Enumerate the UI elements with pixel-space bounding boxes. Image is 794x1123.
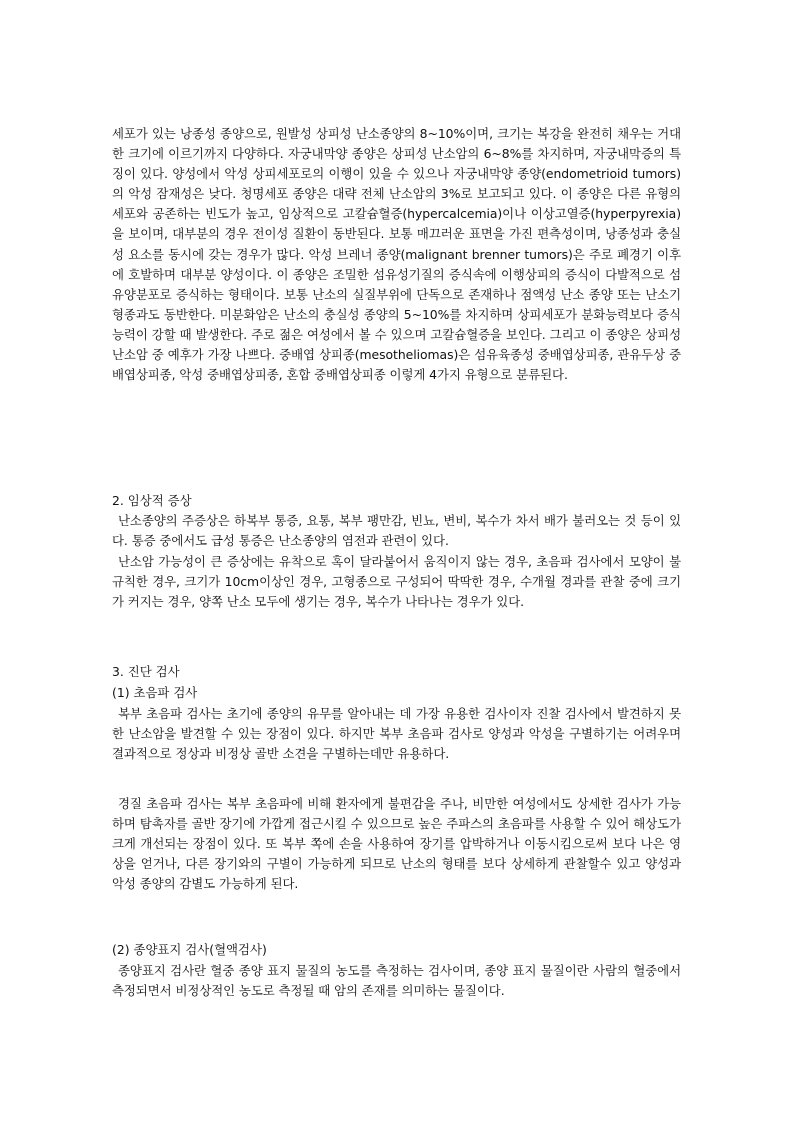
section-heading-diagnostic-tests: 3. 진단 검사 (112, 664, 180, 679)
body-paragraph-abdominal-ultrasound: 복부 초음파 검사는 초기에 종양의 유무를 알아내는 데 가장 유용한 검사이자 진찰 검사에서 발견하지 못한 난소암을 발견할 수 있는 장점이 있다. 하지만 복부 초음파 검사로 양성과 악성을 구별하기는 어려우며 결과적으로 정상과 비정상 골반 소견을 구별하는데만 유용하다. (112, 706, 681, 762)
body-paragraph-main-symptoms: 난소종양의 주증상은 하복부 통증, 요통, 복부 팽만감, 빈뇨, 변비, 복수가 차서 배가 불러오는 것 등이 있다. 통증 중에서도 급성 통증은 난소종양의 염전과 관련이 있다. (112, 513, 681, 549)
body-paragraph-transvaginal-ultrasound: 경질 초음파 검사는 복부 초음파에 비해 환자에게 불편감을 주나, 비만한 여성에서도 상세한 검사가 가능하며 탐촉자를 골반 장기에 가깝게 접근시킬 수 있으므로 높은 주파스의 초음파를 사용할 수 있어 해상도가 크게 개선되는 장점이 있다. 또 복부 쪽에 손을 사용하여 장기를 압박하거나 이동시킴으로써 보다 나은 영상을 얻거나, 다른 장기와의 구별이 가능하게 되므로 난소의 형태를 보다 상세하게 관찰할수 있고 양성과 악성 종양의 감별도 가능하게 된다. (112, 796, 681, 892)
subsection-heading-tumor-marker: (2) 종양표지 검사(혈액검사) (112, 942, 267, 957)
body-paragraph-cancer-signs: 난소암 가능성이 큰 증상에는 유착으로 혹이 달라붙어서 움직이지 않는 경우, 초음파 검사에서 모양이 불규칙한 경우, 크기가 10cm이상인 경우, 고형종으로 구성되어 딱딱한 경우, 수개월 경과를 관찰 중에 크기가 커지는 경우, 양쪽 난소 모두에 생기는 경우, 복수가 나타나는 경우가 있다. (112, 554, 681, 610)
subsection-heading-ultrasound: (1) 초음파 검사 (112, 685, 198, 700)
section-heading-clinical-symptoms: 2. 임상적 증상 (112, 493, 192, 508)
body-paragraph-tumor-types: 세포가 있는 낭종성 종양으로, 원발성 상피성 난소종양의 8~10%이며, 크기는 복강을 완전히 채우는 거대한 크기에 이르기까지 다양하다. 자궁내막양 종양은 상피성 난소암의 6~8%를 차지하며, 자궁내막증의 특징이 있다. 양성에서 악성 상피세포로의 이행이 있을 수 있으나 자궁내막양 종양(endometrioid tumors)의 악성 잠재성은 낮다. 청명세포 종양은 대략 전체 난소암의 3%로 보고되고 있다. 이 종양은 다른 유형의 세포와 공존하는 빈도가 높고, 임상적으로 고칼슘혈증(hypercalcemia)이나 이상고열증(hyperpyrexia)을 보이며, 대부분의 경우 전이성 질환이 동반된다. 보통 매끄러운 표면을 가진 편측성이며, 낭종성과 충실성 요소를 동시에 갖는 경우가 많다. 악성 브레너 종양(malignant brenner tumors)은 주로 폐경기 이후에 호발하며 대부분 양성이다. 이 종양은 조밀한 섬유성기질의 증식속에 이행상피의 증식이 다발적으로 섬유양분포로 증식하는 형태이다. 보통 난소의 실질부위에 단독으로 존재하나 점액성 난소 종양 또는 난소기형종과도 동반한다. 미분화암은 난소의 충실성 종양의 5~10%를 차지하며 상피세포가 분화능력보다 증식능력이 강할 때 발생한다. 주로 젊은 여성에서 볼 수 있으며 고칼슘혈증을 보인다. 그리고 이 종양은 상피성 난소암 중 예후가 가장 나쁘다. 중배엽 상피종(mesotheliomas)은 섬유육종성 중배엽상피종, 관유두상 중배엽상피종, 악성 중배엽상피종, 혼합 중배엽상피종 이렇게 4가지 유형으로 분류된다. (112, 126, 681, 383)
body-paragraph-tumor-marker: 종양표지 검사란 혈중 종양 표지 물질의 농도를 측정하는 검사이며, 종양 표지 물질이란 사람의 혈중에서 측정되면서 비정상적인 농도로 측정될 때 암의 존재를 의미하는 물질이다. (112, 963, 681, 999)
